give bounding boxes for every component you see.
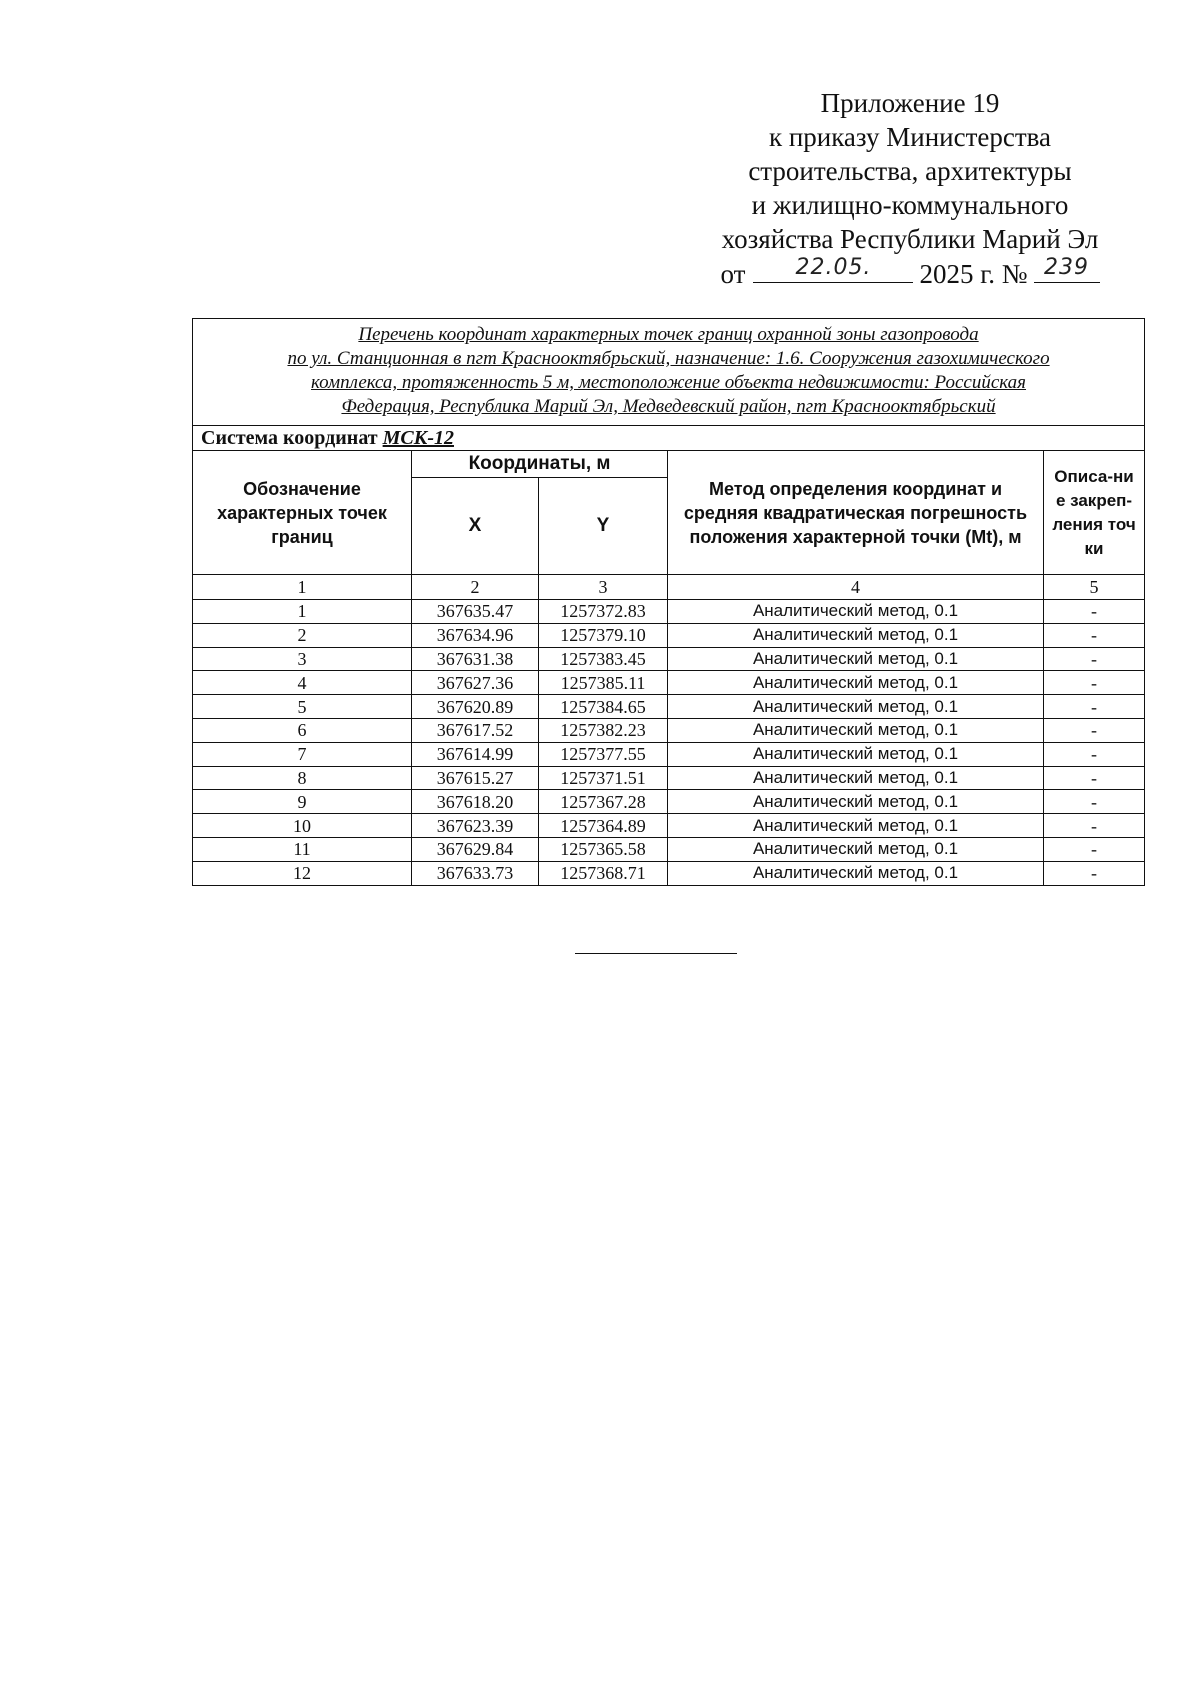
table-row (193, 766, 1145, 790)
table-row (193, 837, 1145, 861)
cell-description: - (1044, 600, 1145, 624)
table-row (193, 623, 1145, 647)
closing-rule (575, 953, 737, 954)
cell-method: Аналитический метод, 0.1 (668, 623, 1044, 647)
col-header-point: Обозначение характерных точек границ (193, 451, 412, 575)
cell-y: 1257364.89 (539, 814, 668, 838)
cell-y: 1257367.28 (539, 790, 668, 814)
appendix-header (690, 86, 1130, 291)
cell-y: 1257385.11 (539, 671, 668, 695)
cell-y: 1257365.58 (539, 837, 668, 861)
cell-y: 1257382.23 (539, 718, 668, 742)
table-row (193, 695, 1145, 719)
order-date-line (690, 256, 1130, 291)
cell-point: 12 (193, 861, 412, 885)
table-title (193, 319, 1145, 426)
cell-method: Аналитический метод, 0.1 (668, 766, 1044, 790)
table-title-line: по ул. Станционная в пгт Краснооктябрьский, назначение: 1.6. Сооружения газохимического (287, 348, 1050, 369)
handwritten-number: 239 (1044, 255, 1089, 280)
table-row (193, 742, 1145, 766)
col-number: 5 (1044, 575, 1145, 600)
cell-description: - (1044, 790, 1145, 814)
cell-x: 367631.38 (412, 647, 539, 671)
cell-x: 367634.96 (412, 623, 539, 647)
handwritten-date: 22.05. (795, 255, 872, 280)
cell-x: 367618.20 (412, 790, 539, 814)
table-row (193, 814, 1145, 838)
coordinate-system-label: Система координат (201, 426, 378, 449)
cell-method: Аналитический метод, 0.1 (668, 695, 1044, 719)
cell-method: Аналитический метод, 0.1 (668, 600, 1044, 624)
col-number: 2 (412, 575, 539, 600)
cell-x: 367629.84 (412, 837, 539, 861)
table-row (193, 718, 1145, 742)
cell-method: Аналитический метод, 0.1 (668, 647, 1044, 671)
appendix-line: и жилищно-коммунального (751, 190, 1069, 220)
year-text: 2025 г. № (919, 259, 1028, 289)
cell-point: 9 (193, 790, 412, 814)
cell-x: 367633.73 (412, 861, 539, 885)
coordinates-table (192, 318, 1145, 886)
cell-point: 5 (193, 695, 412, 719)
number-blank (1034, 256, 1100, 283)
col-header-description: Описа-ние закреп-ления точки (1044, 451, 1145, 575)
cell-description: - (1044, 861, 1145, 885)
cell-method: Аналитический метод, 0.1 (668, 837, 1044, 861)
coordinate-system (193, 426, 1145, 451)
cell-y: 1257371.51 (539, 766, 668, 790)
col-number: 1 (193, 575, 412, 600)
table-title-line: Перечень координат характерных точек границ охранной зоны газопровода (358, 324, 979, 345)
appendix-line: Приложение 19 (820, 88, 1000, 118)
cell-point: 4 (193, 671, 412, 695)
col-header-y: Y (539, 478, 668, 575)
cell-x: 367623.39 (412, 814, 539, 838)
table-title-line: комплекса, протяженность 5 м, местоположение объекта недвижимости: Российская (311, 372, 1027, 393)
cell-method: Аналитический метод, 0.1 (668, 790, 1044, 814)
cell-x: 367627.36 (412, 671, 539, 695)
table-row (193, 861, 1145, 885)
cell-method: Аналитический метод, 0.1 (668, 814, 1044, 838)
cell-description: - (1044, 814, 1145, 838)
cell-y: 1257372.83 (539, 600, 668, 624)
cell-point: 3 (193, 647, 412, 671)
cell-method: Аналитический метод, 0.1 (668, 861, 1044, 885)
table-title-line: Федерация, Республика Марий Эл, Медведевский район, пгт Краснооктябрьский (341, 396, 996, 417)
cell-point: 8 (193, 766, 412, 790)
cell-description: - (1044, 671, 1145, 695)
cell-x: 367617.52 (412, 718, 539, 742)
date-prefix: от (720, 259, 746, 289)
cell-point: 10 (193, 814, 412, 838)
coordinate-system-name: МСК-12 (382, 426, 454, 449)
table-row (193, 790, 1145, 814)
table-body (193, 600, 1145, 886)
cell-y: 1257383.45 (539, 647, 668, 671)
cell-y: 1257384.65 (539, 695, 668, 719)
cell-method: Аналитический метод, 0.1 (668, 718, 1044, 742)
col-header-method: Метод определения координат и средняя квадратическая погрешность положения характерной точки (Mt), м (668, 451, 1044, 575)
cell-description: - (1044, 718, 1145, 742)
cell-description: - (1044, 837, 1145, 861)
date-blank (753, 256, 913, 283)
cell-y: 1257379.10 (539, 623, 668, 647)
cell-description: - (1044, 766, 1145, 790)
cell-x: 367635.47 (412, 600, 539, 624)
table-row (193, 647, 1145, 671)
cell-method: Аналитический метод, 0.1 (668, 671, 1044, 695)
appendix-line: строительства, архитектуры (748, 156, 1072, 186)
cell-y: 1257368.71 (539, 861, 668, 885)
cell-y: 1257377.55 (539, 742, 668, 766)
appendix-line: хозяйства Республики Марий Эл (721, 224, 1099, 254)
cell-point: 7 (193, 742, 412, 766)
col-number: 4 (668, 575, 1044, 600)
col-number: 3 (539, 575, 668, 600)
col-header-coordinates: Координаты, м (412, 451, 668, 478)
cell-x: 367614.99 (412, 742, 539, 766)
table-row (193, 600, 1145, 624)
cell-description: - (1044, 623, 1145, 647)
cell-x: 367615.27 (412, 766, 539, 790)
col-header-x: X (412, 478, 539, 575)
appendix-line: к приказу Министерства (768, 122, 1052, 152)
cell-point: 11 (193, 837, 412, 861)
cell-description: - (1044, 647, 1145, 671)
cell-x: 367620.89 (412, 695, 539, 719)
cell-description: - (1044, 695, 1145, 719)
cell-point: 1 (193, 600, 412, 624)
cell-point: 6 (193, 718, 412, 742)
cell-point: 2 (193, 623, 412, 647)
cell-description: - (1044, 742, 1145, 766)
cell-method: Аналитический метод, 0.1 (668, 742, 1044, 766)
table-row (193, 671, 1145, 695)
